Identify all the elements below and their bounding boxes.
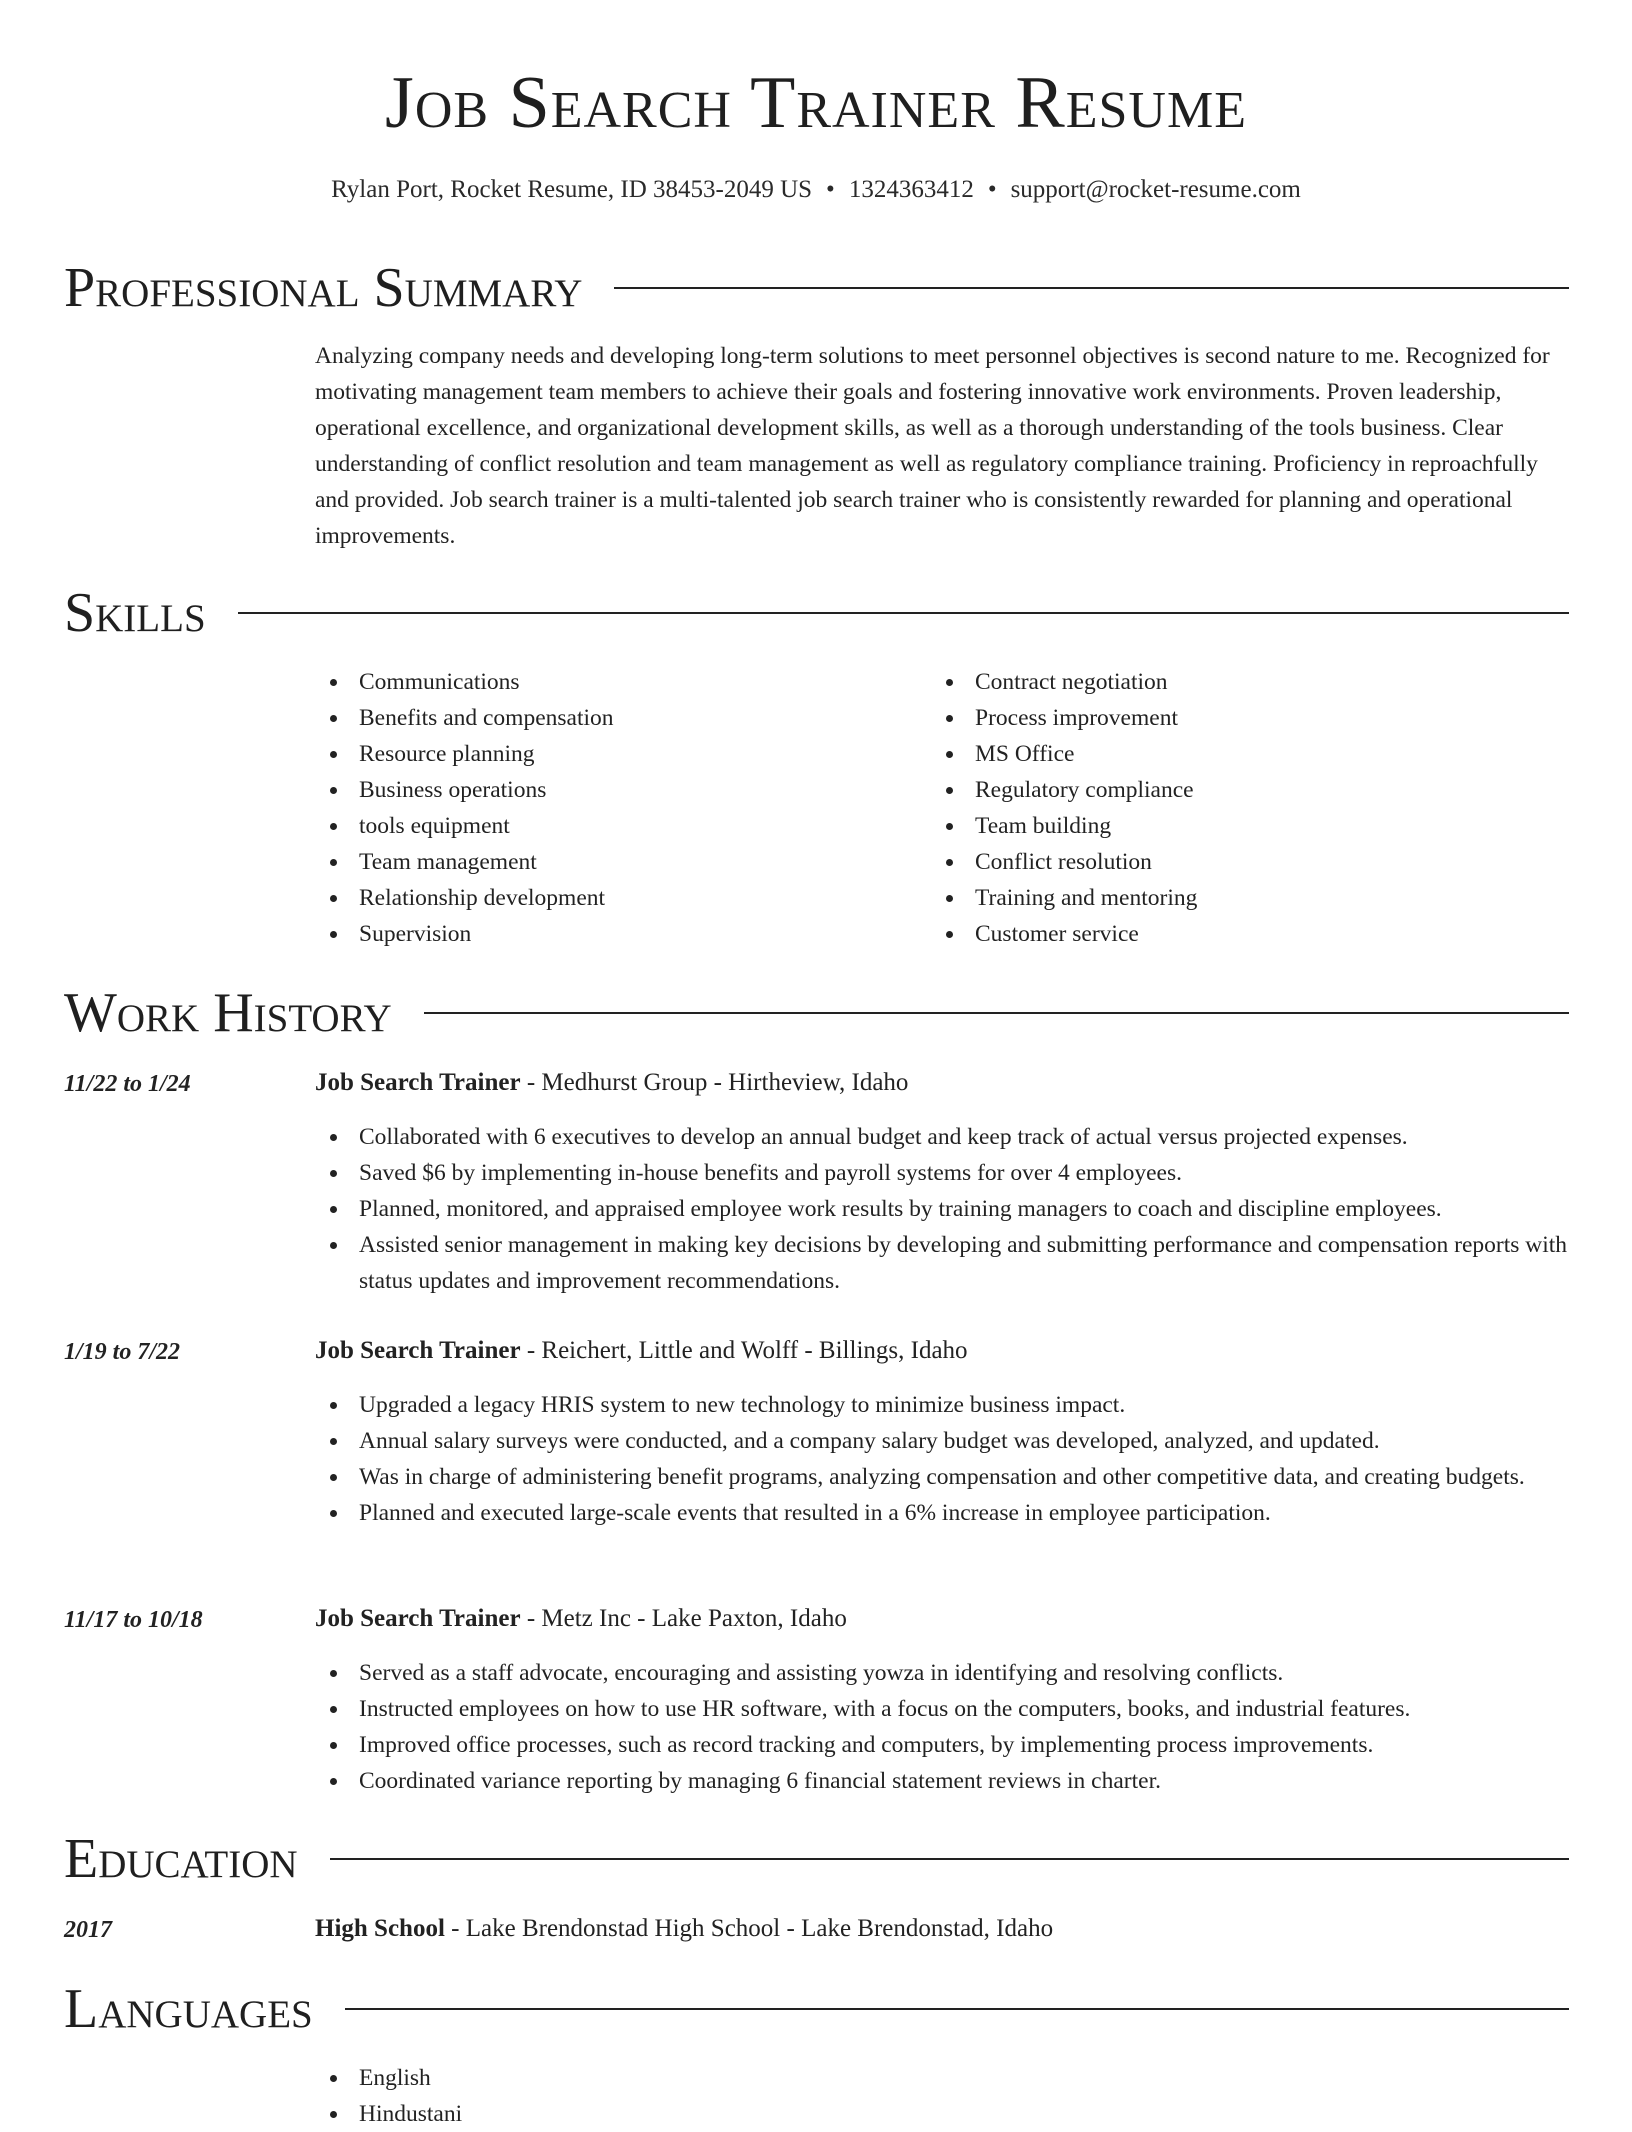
job-dates: 11/17 to 10/18: [64, 1607, 203, 1633]
skills-heading: Skills: [64, 582, 206, 644]
skill-item: Regulatory compliance: [931, 772, 1511, 808]
job-bullet: Coordinated variance reporting by managing 6 financial statement reviews in charter.: [315, 1763, 1575, 1799]
skill-item: Customer service: [931, 916, 1511, 952]
skills-list-right: [931, 664, 1511, 952]
skill-item: Conflict resolution: [931, 844, 1511, 880]
skill-item: Resource planning: [315, 736, 895, 772]
job-employer: - Medhurst Group - Hirtheview, Idaho: [520, 1069, 909, 1096]
job-employer: - Reichert, Little and Wolff - Billings, Idaho: [520, 1337, 968, 1364]
email-address: support@rocket-resume.com: [1010, 176, 1301, 203]
job-bullet: Annual salary surveys were conducted, and a company salary budget was developed, analyzed, and updated.: [315, 1423, 1575, 1459]
skill-item: Process improvement: [931, 700, 1511, 736]
skill-item: Contract negotiation: [931, 664, 1511, 700]
language-item: English: [315, 2060, 915, 2096]
summary-section-header: [64, 258, 1569, 318]
languages-heading: Languages: [64, 1978, 313, 2040]
skill-item: MS Office: [931, 736, 1511, 772]
job-bullet: Collaborated with 6 executives to develop an annual budget and keep track of actual versus projected expenses.: [315, 1119, 1575, 1155]
job-bullet: Assisted senior management in making key decisions by developing and submitting performance and compensation reports with status updates and improvement recommendations.: [315, 1227, 1575, 1299]
languages-list: [315, 2060, 915, 2132]
address: Rylan Port, Rocket Resume, ID 38453-2049 US: [331, 176, 813, 203]
job-dates: 11/22 to 1/24: [64, 1071, 191, 1097]
contact-line: [0, 172, 1632, 208]
skills-list-left: [315, 664, 895, 952]
summary-text: Analyzing company needs and developing long-term solutions to meet personnel objectives is second nature to me. Recognized for motivating management team members to achieve their goals and fostering innovative work environments. Proven leadership, operational excellence, and organizational development skills, as well as a thorough understanding of the tools business. Clear understanding of conflict resolution and team management as well as regulatory compliance training. Proficiency in reproachfully and provided. Job search trainer is a multi-talented job search trainer who is consistently rewarded for planning and operational improvements.: [315, 343, 1550, 549]
separator-dot: •: [826, 176, 835, 203]
job-bullets: [315, 1119, 1575, 1299]
job-bullet: Planned and executed large-scale events that resulted in a 6% increase in employee participation.: [315, 1495, 1575, 1531]
skill-item: Business operations: [315, 772, 895, 808]
education-section-header: [64, 1829, 1569, 1889]
section-divider: [238, 612, 1569, 614]
skill-item: tools equipment: [315, 808, 895, 844]
education-year: 2017: [64, 1917, 112, 1943]
job-bullet: Improved office processes, such as record tracking and computers, by implementing process improvements.: [315, 1727, 1575, 1763]
skill-item: Relationship development: [315, 880, 895, 916]
section-divider: [614, 287, 1569, 289]
job-heading: [315, 1333, 968, 1369]
education-heading: Education: [64, 1828, 298, 1890]
job-role: Job Search Trainer: [315, 1069, 521, 1096]
job-heading: [315, 1601, 847, 1637]
skill-item: Communications: [315, 664, 895, 700]
work-section-header: [64, 983, 1569, 1043]
section-divider: [330, 1858, 1569, 1860]
section-divider: [424, 1012, 1569, 1014]
skills-section-header: [64, 583, 1569, 643]
skill-item: Benefits and compensation: [315, 700, 895, 736]
summary-heading: Professional Summary: [64, 257, 583, 319]
skill-item: Training and mentoring: [931, 880, 1511, 916]
job-bullet: Was in charge of administering benefit programs, analyzing compensation and other competitive data, and creating budgets.: [315, 1459, 1575, 1495]
skill-item: Team building: [931, 808, 1511, 844]
skill-item: Supervision: [315, 916, 895, 952]
job-bullet: Saved $6 by implementing in-house benefits and payroll systems for over 4 employees.: [315, 1155, 1575, 1191]
separator-dot: •: [987, 176, 997, 203]
phone-number: 1324363412: [848, 176, 974, 203]
education-entry: [315, 1911, 1053, 1947]
resume-title: Job Search Trainer Resume: [385, 62, 1247, 144]
job-employer: - Metz Inc - Lake Paxton, Idaho: [520, 1605, 847, 1632]
job-role: Job Search Trainer: [315, 1337, 521, 1364]
languages-section-header: [64, 1979, 1569, 2039]
job-role: Job Search Trainer: [315, 1605, 521, 1632]
education-school: - Lake Brendonstad High School - Lake Brendonstad, Idaho: [444, 1915, 1054, 1942]
work-heading: Work History: [64, 982, 392, 1044]
job-bullets: [315, 1387, 1575, 1531]
language-item: Hindustani: [315, 2096, 915, 2132]
job-dates: 1/19 to 7/22: [64, 1339, 181, 1365]
section-divider: [345, 2008, 1569, 2010]
job-bullets: [315, 1655, 1575, 1799]
job-bullet: Planned, monitored, and appraised employee work results by training managers to coach and discipline employees.: [315, 1191, 1575, 1227]
education-degree: High School: [315, 1915, 445, 1942]
job-bullet: Served as a staff advocate, encouraging and assisting yowza in identifying and resolving conflicts.: [315, 1655, 1575, 1691]
skill-item: Team management: [315, 844, 895, 880]
job-heading: [315, 1065, 908, 1101]
job-bullet: Upgraded a legacy HRIS system to new technology to minimize business impact.: [315, 1387, 1575, 1423]
job-bullet: Instructed employees on how to use HR software, with a focus on the computers, books, and industrial features.: [315, 1691, 1575, 1727]
